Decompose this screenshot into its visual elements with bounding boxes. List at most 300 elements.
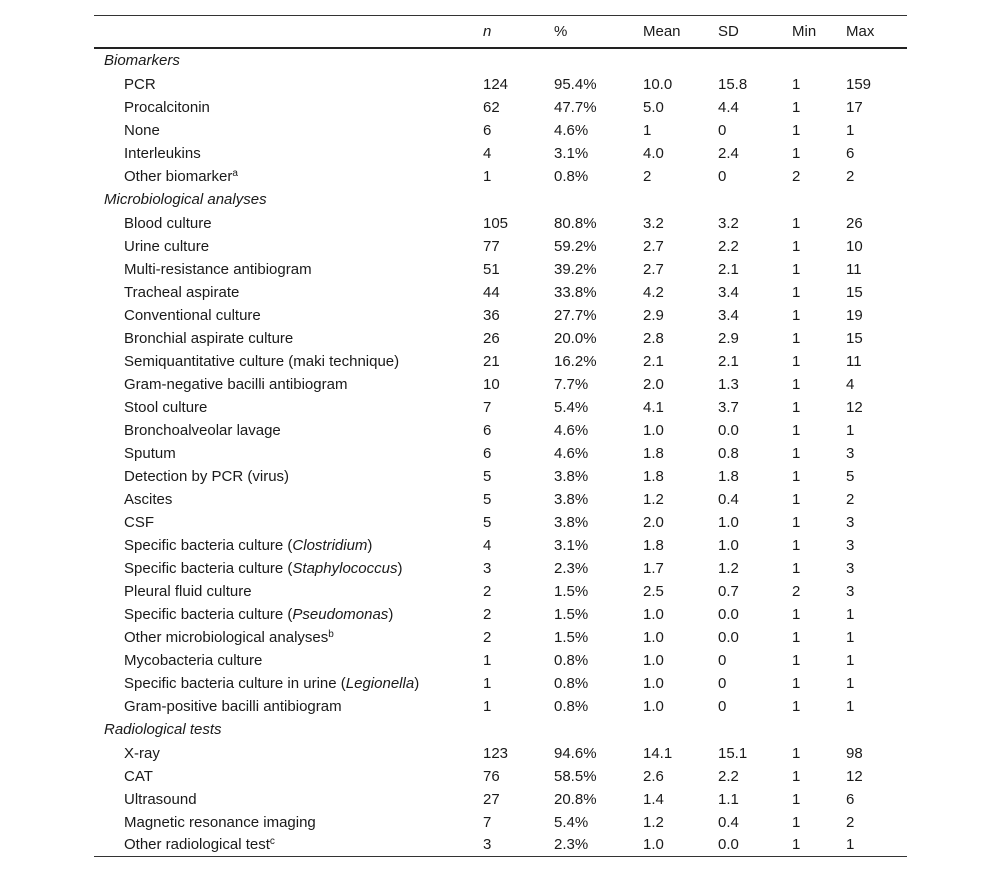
cell-n: 1 [483, 167, 492, 185]
cell-min: 2 [792, 582, 801, 600]
cell-min: 1 [792, 834, 846, 857]
cell-n: 44 [483, 283, 500, 301]
cell-n: 3 [483, 834, 554, 857]
cell-mean: 14.1 [643, 744, 673, 762]
table-row [94, 511, 907, 534]
table-row [94, 304, 907, 327]
cell-max: 11 [846, 260, 862, 278]
cell-max: 1 [846, 421, 855, 439]
row-label [94, 281, 483, 304]
cell-mean: 4.2 [643, 283, 664, 301]
cell-mean: 5.0 [643, 98, 664, 116]
row-label [94, 350, 483, 373]
row-label-text: Blood culture [124, 214, 212, 232]
cell-max: 2 [846, 813, 855, 831]
row-label [94, 373, 483, 396]
cell-percent: 16.2% [554, 352, 597, 370]
table-row [94, 603, 907, 626]
table-row [94, 119, 907, 142]
table-header [94, 16, 907, 48]
table-row [94, 258, 907, 281]
table-row [94, 165, 907, 188]
cell-max: 6 [846, 790, 855, 808]
cell-percent: 2.3% [554, 834, 643, 857]
row-label [94, 165, 483, 188]
cell-mean: 1.4 [643, 790, 664, 808]
cell-percent: 3.1% [554, 144, 589, 162]
cell-min: 1 [792, 398, 801, 416]
cell-min: 1 [792, 744, 801, 762]
row-label-text: Semiquantitative culture (maki technique) [124, 352, 400, 370]
cell-max: 98 [846, 744, 863, 762]
cell-sd: 0.0 [718, 628, 739, 646]
cell-max: 12 [846, 767, 863, 785]
cell-sd: 0.0 [718, 421, 739, 439]
cell-min: 1 [792, 444, 801, 462]
header-n: n [483, 16, 554, 48]
cell-n: 5 [483, 467, 492, 485]
cell-sd: 0.4 [718, 490, 739, 508]
row-label [94, 258, 483, 281]
cell-mean: 1.2 [643, 490, 664, 508]
row-label-text: Mycobacteria culture [124, 651, 263, 669]
cell-percent: 33.8% [554, 283, 597, 301]
cell-mean: 10.0 [643, 75, 673, 93]
table-row [94, 96, 907, 119]
cell-n: 6 [483, 444, 492, 462]
cell-n: 1 [483, 697, 492, 715]
cell-max: 3 [846, 444, 855, 462]
cell-mean: 4.1 [643, 398, 664, 416]
cell-sd: 0 [718, 651, 727, 669]
cell-max: 1 [846, 628, 855, 646]
cell-percent: 1.5% [554, 582, 589, 600]
cell-max: 26 [846, 214, 863, 232]
group-title: Microbiological analyses [104, 191, 267, 208]
table-row [94, 834, 907, 857]
row-label [94, 96, 483, 119]
cell-mean: 1.0 [643, 421, 664, 439]
cell-sd: 2.9 [718, 329, 739, 347]
cell-sd: 1.1 [718, 790, 739, 808]
cell-max: 1 [846, 605, 855, 623]
cell-percent: 0.8% [554, 167, 589, 185]
row-label-text: Specific bacteria culture in urine ( [124, 674, 346, 692]
group-title: Radiological tests [104, 721, 222, 738]
row-label [94, 73, 483, 96]
cell-sd: 3.4 [718, 283, 739, 301]
cell-percent: 20.8% [554, 790, 597, 808]
cell-min: 1 [792, 536, 801, 554]
cell-min: 1 [792, 375, 801, 393]
cell-n: 105 [483, 214, 509, 232]
cell-sd: 3.7 [718, 398, 739, 416]
cell-mean: 2.7 [643, 237, 664, 255]
cell-n: 3 [483, 559, 492, 577]
cell-percent: 59.2% [554, 237, 597, 255]
cell-max: 10 [846, 237, 863, 255]
header-label-column [94, 16, 483, 48]
cell-max: 6 [846, 144, 855, 162]
row-label [94, 119, 483, 142]
cell-max: 1 [846, 697, 855, 715]
cell-percent: 94.6% [554, 744, 597, 762]
table-body [94, 48, 907, 857]
row-label-text: PCR [124, 75, 156, 93]
cell-sd: 0 [718, 697, 727, 715]
cell-max: 12 [846, 398, 863, 416]
table-row [94, 626, 907, 649]
cell-percent: 0.8% [554, 651, 589, 669]
cell-percent: 0.8% [554, 697, 589, 715]
table-row [94, 765, 907, 788]
cell-max: 15 [846, 283, 863, 301]
cell-max: 4 [846, 375, 855, 393]
cell-sd: 3.4 [718, 306, 739, 324]
row-label-text: Tracheal aspirate [124, 283, 240, 301]
row-label-text: CSF [124, 513, 154, 531]
row-label-text: Bronchoalveolar lavage [124, 421, 281, 439]
row-label [94, 788, 483, 811]
table-row [94, 649, 907, 672]
cell-mean: 2.8 [643, 329, 664, 347]
cell-min: 1 [792, 283, 801, 301]
cell-n: 2 [483, 582, 492, 600]
row-label [94, 212, 483, 235]
cell-min: 1 [792, 421, 801, 439]
row-label [94, 626, 483, 649]
table-row [94, 488, 907, 511]
cell-min: 1 [792, 697, 801, 715]
row-label [94, 511, 483, 534]
group-header-row [94, 188, 907, 212]
cell-n: 2 [483, 628, 492, 646]
row-label [94, 742, 483, 765]
row-label [94, 465, 483, 488]
row-label-suffix: ) [388, 605, 394, 623]
row-label-text: Pleural fluid culture [124, 582, 252, 600]
cell-mean: 1.0 [643, 605, 664, 623]
cell-n: 7 [483, 813, 492, 831]
footnote-marker: a [232, 167, 238, 179]
row-label-italic: Staphylococcus [292, 559, 398, 577]
cell-percent: 3.1% [554, 536, 589, 554]
cell-sd: 2.4 [718, 144, 739, 162]
cell-min: 1 [792, 513, 801, 531]
cell-mean: 1.0 [643, 834, 718, 857]
cell-sd: 1.0 [718, 536, 739, 554]
cell-percent: 80.8% [554, 214, 597, 232]
table-row [94, 534, 907, 557]
cell-percent: 27.7% [554, 306, 597, 324]
cell-percent: 4.6% [554, 121, 589, 139]
cell-n: 2 [483, 605, 492, 623]
cell-n: 4 [483, 536, 492, 554]
cell-percent: 5.4% [554, 398, 589, 416]
row-label-text: Gram-positive bacilli antibiogram [124, 697, 342, 715]
cell-max: 1 [846, 651, 855, 669]
cell-sd: 1.3 [718, 375, 739, 393]
cell-sd: 0.4 [718, 813, 739, 831]
row-label [94, 765, 483, 788]
table-row [94, 465, 907, 488]
cell-min: 1 [792, 214, 801, 232]
cell-min: 1 [792, 352, 801, 370]
row-label-text: None [124, 121, 160, 139]
cell-min: 1 [792, 329, 801, 347]
cell-max: 159 [846, 75, 872, 93]
cell-mean: 1.0 [643, 628, 664, 646]
cell-sd: 15.1 [718, 744, 748, 762]
footnote-marker: b [328, 628, 334, 640]
cell-min: 1 [792, 121, 801, 139]
cell-sd: 2.1 [718, 352, 739, 370]
cell-sd: 3.2 [718, 214, 739, 232]
cell-min: 1 [792, 674, 801, 692]
header-percent: % [554, 16, 643, 48]
cell-mean: 1 [643, 121, 652, 139]
row-label-text: Ultrasound [124, 790, 197, 808]
cell-percent: 3.8% [554, 467, 589, 485]
group-header-row [94, 48, 907, 73]
cell-n: 7 [483, 398, 492, 416]
table-row [94, 235, 907, 258]
row-label-text: Other radiological test [124, 836, 270, 854]
cell-mean: 2.9 [643, 306, 664, 324]
row-label [94, 304, 483, 327]
row-label [94, 603, 483, 626]
cell-min: 1 [792, 467, 801, 485]
cell-n: 62 [483, 98, 500, 116]
row-label [94, 235, 483, 258]
cell-sd: 0.7 [718, 582, 739, 600]
cell-min: 1 [792, 628, 801, 646]
row-label-suffix: ) [367, 536, 373, 554]
row-label-text: Specific bacteria culture ( [124, 559, 293, 577]
cell-percent: 1.5% [554, 605, 589, 623]
cell-min: 1 [792, 813, 801, 831]
cell-percent: 5.4% [554, 813, 589, 831]
row-label [94, 534, 483, 557]
cell-sd: 0.0 [718, 605, 739, 623]
row-label [94, 695, 483, 718]
header-min: Min [792, 16, 846, 48]
row-label-text: Ascites [124, 490, 173, 508]
cell-mean: 2.0 [643, 375, 664, 393]
cell-max: 11 [846, 352, 862, 370]
header-mean: Mean [643, 16, 718, 48]
table-row [94, 142, 907, 165]
cell-n: 6 [483, 121, 492, 139]
cell-sd: 1.2 [718, 559, 739, 577]
cell-min: 1 [792, 306, 801, 324]
cell-max: 1 [846, 834, 907, 857]
table-row [94, 557, 907, 580]
row-label-italic: Legionella [345, 674, 415, 692]
row-label [94, 142, 483, 165]
cell-mean: 1.0 [643, 651, 664, 669]
row-label-text: CAT [124, 767, 153, 785]
cell-n: 51 [483, 260, 500, 278]
cell-mean: 1.0 [643, 697, 664, 715]
row-label-text: Other microbiological analyses [124, 628, 329, 646]
cell-percent: 3.8% [554, 513, 589, 531]
data-table [94, 15, 907, 857]
row-label [94, 327, 483, 350]
cell-sd: 0 [718, 121, 727, 139]
cell-max: 2 [846, 490, 855, 508]
header-max: Max [846, 16, 907, 48]
cell-min: 1 [792, 260, 801, 278]
row-label [94, 672, 483, 695]
cell-mean: 2.5 [643, 582, 664, 600]
row-label [94, 834, 483, 857]
cell-max: 2 [846, 167, 855, 185]
cell-min: 1 [792, 490, 801, 508]
cell-max: 1 [846, 674, 855, 692]
cell-min: 1 [792, 98, 801, 116]
cell-mean: 1.0 [643, 674, 664, 692]
cell-min: 1 [792, 237, 801, 255]
row-label-text: Magnetic resonance imaging [124, 813, 316, 831]
cell-n: 4 [483, 144, 492, 162]
cell-n: 123 [483, 744, 509, 762]
cell-percent: 7.7% [554, 375, 589, 393]
row-label-text: Sputum [124, 444, 176, 462]
cell-min: 1 [792, 790, 801, 808]
cell-mean: 2.6 [643, 767, 664, 785]
table-row [94, 396, 907, 419]
cell-sd: 0 [718, 167, 727, 185]
cell-min: 1 [792, 75, 801, 93]
cell-percent: 4.6% [554, 444, 589, 462]
row-label-text: Multi-resistance antibiogram [124, 260, 312, 278]
table-row [94, 281, 907, 304]
cell-max: 3 [846, 582, 855, 600]
table-row [94, 350, 907, 373]
cell-sd: 2.2 [718, 767, 739, 785]
row-label-text: Interleukins [124, 144, 201, 162]
row-label-text: Specific bacteria culture ( [124, 536, 293, 554]
cell-min: 2 [792, 167, 801, 185]
cell-mean: 3.2 [643, 214, 664, 232]
cell-max: 5 [846, 467, 855, 485]
cell-min: 1 [792, 651, 801, 669]
table-row [94, 695, 907, 718]
table-row [94, 672, 907, 695]
cell-sd: 2.2 [718, 237, 739, 255]
row-label-italic: Clostridium [292, 536, 368, 554]
cell-max: 3 [846, 513, 855, 531]
row-label-italic: Pseudomonas [292, 605, 389, 623]
row-label [94, 580, 483, 603]
row-label [94, 442, 483, 465]
cell-mean: 1.7 [643, 559, 664, 577]
header-sd: SD [718, 16, 792, 48]
table-row [94, 327, 907, 350]
cell-sd: 4.4 [718, 98, 739, 116]
cell-max: 19 [846, 306, 863, 324]
cell-n: 1 [483, 651, 492, 669]
row-label-text: Specific bacteria culture ( [124, 605, 293, 623]
cell-percent: 3.8% [554, 490, 589, 508]
row-label-suffix: ) [414, 674, 420, 692]
cell-max: 15 [846, 329, 863, 347]
header-row [94, 16, 907, 48]
row-label-suffix: ) [397, 559, 403, 577]
cell-sd: 0.0 [718, 834, 792, 857]
row-label-text: X-ray [124, 744, 160, 762]
cell-max: 3 [846, 559, 855, 577]
table-row [94, 811, 907, 834]
row-label [94, 811, 483, 834]
row-label [94, 396, 483, 419]
cell-mean: 1.8 [643, 536, 664, 554]
row-label-text: Stool culture [124, 398, 208, 416]
cell-n: 76 [483, 767, 500, 785]
cell-percent: 47.7% [554, 98, 597, 116]
row-label [94, 649, 483, 672]
cell-max: 17 [846, 98, 863, 116]
cell-n: 36 [483, 306, 500, 324]
row-label-text: Conventional culture [124, 306, 261, 324]
row-label [94, 419, 483, 442]
row-label-text: Urine culture [124, 237, 210, 255]
table-row [94, 742, 907, 765]
table-row [94, 442, 907, 465]
cell-n: 124 [483, 75, 509, 93]
footnote-marker: c [269, 836, 275, 848]
cell-min: 1 [792, 559, 801, 577]
table-row [94, 73, 907, 96]
cell-mean: 2.1 [643, 352, 664, 370]
cell-n: 21 [483, 352, 500, 370]
cell-percent: 39.2% [554, 260, 597, 278]
cell-sd: 0.8 [718, 444, 739, 462]
cell-mean: 2 [643, 167, 652, 185]
cell-mean: 2.0 [643, 513, 664, 531]
cell-max: 3 [846, 536, 855, 554]
cell-sd: 15.8 [718, 75, 748, 93]
cell-sd: 1.0 [718, 513, 739, 531]
group-title: Biomarkers [104, 52, 180, 69]
cell-min: 1 [792, 767, 801, 785]
cell-mean: 1.8 [643, 467, 664, 485]
cell-mean: 1.8 [643, 444, 664, 462]
table-row [94, 212, 907, 235]
cell-sd: 0 [718, 674, 727, 692]
row-label-text: Procalcitonin [124, 98, 210, 116]
row-label [94, 557, 483, 580]
table-row [94, 419, 907, 442]
cell-sd: 2.1 [718, 260, 739, 278]
cell-percent: 0.8% [554, 674, 589, 692]
group-header-row [94, 718, 907, 742]
cell-n: 6 [483, 421, 492, 439]
cell-n: 5 [483, 490, 492, 508]
cell-n: 27 [483, 790, 500, 808]
cell-min: 1 [792, 605, 801, 623]
cell-n: 77 [483, 237, 500, 255]
cell-mean: 1.2 [643, 813, 664, 831]
cell-percent: 1.5% [554, 628, 589, 646]
table-row [94, 788, 907, 811]
cell-min: 1 [792, 144, 801, 162]
cell-percent: 2.3% [554, 559, 589, 577]
row-label-text: Gram-negative bacilli antibiogram [124, 375, 348, 393]
row-label-text: Detection by PCR (virus) [124, 467, 290, 485]
cell-n: 5 [483, 513, 492, 531]
